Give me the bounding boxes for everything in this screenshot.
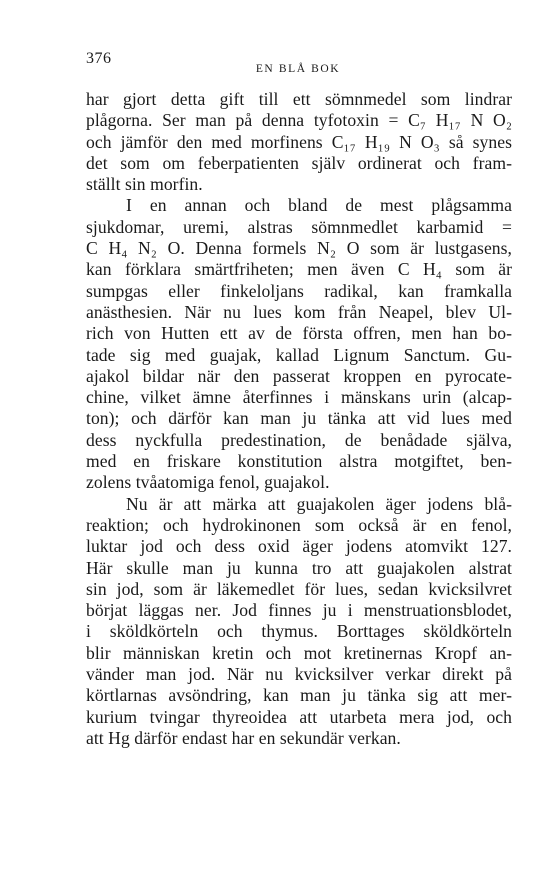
text-line: Nu är att märka att guajakolen äger jodens blå- bbox=[126, 493, 512, 514]
text-line: plågorna. Ser man på denna tyfotoxin = C₇ H₁₇ N O₂ bbox=[86, 110, 512, 131]
text-line: rich von Hutten ett av de första offren, men han bo- bbox=[86, 323, 512, 344]
text-line: körtlarnas avsöndring, kan man ju tänka sig att mer- bbox=[86, 685, 512, 706]
text-line: dess nyckfulla predestination, de benådade själva, bbox=[86, 429, 512, 450]
text-line: kurium tvingar thyreoidea att utarbeta mera jod, och bbox=[86, 706, 512, 727]
text-line: luktar jod och dess oxid äger jodens atomvikt 127. bbox=[86, 536, 512, 557]
text-line: tade sig med guajak, kallad Lignum Sanctum. Gu- bbox=[86, 344, 512, 365]
paragraph-1 bbox=[86, 89, 512, 195]
body-text bbox=[86, 89, 512, 749]
text-line: blir människan kretin och mot kretinernas Kropf an- bbox=[86, 642, 512, 663]
text-line: att Hg därför endast har en sekundär verkan. bbox=[86, 727, 401, 748]
text-line: och jämför den med morfinens C₁₇ H₁₉ N O₃ så synes bbox=[86, 131, 512, 152]
page-number: 376 bbox=[86, 50, 112, 67]
text-line: Här skulle man ju kunna tro att guajakolen alstrat bbox=[86, 557, 512, 578]
text-line: ton); och därför kan man ju tänka att vid lues med bbox=[86, 408, 512, 429]
text-line: med en friskare konstitution alstra motgiftet, ben- bbox=[86, 451, 512, 472]
text-line: sjukdomar, uremi, alstras sömnmedlet karbamid = bbox=[86, 216, 512, 237]
text-line: ställt sin morfin. bbox=[86, 174, 203, 195]
text-line: ajakol bildar när den passerat kroppen en pyrocate- bbox=[86, 365, 512, 386]
text-line: chine, vilket ämne återfinnes i mänskans urin (alcap- bbox=[86, 387, 512, 408]
text-line: i sköldkörteln och thymus. Borttages sköldkörteln bbox=[86, 621, 512, 642]
paragraph-3 bbox=[86, 494, 512, 750]
text-line: börjat läggas ner. Jod finnes ju i menstruationsblodet, bbox=[86, 600, 512, 621]
text-line: anästhesien. När nu lues kom från Neapel, blev Ul- bbox=[86, 301, 512, 322]
text-line: C H₄ N₂ O. Denna formels N₂ O som är lustgasens, bbox=[86, 238, 512, 259]
paragraph-2 bbox=[86, 195, 512, 493]
text-line: reaktion; och hydrokinonen som också är en fenol, bbox=[86, 514, 512, 535]
running-head: EN BLÅ BOK bbox=[255, 63, 341, 75]
text-line: vänder man jod. När nu kvicksilver verkar direkt på bbox=[86, 664, 512, 685]
text-line: sumpgas eller finkeloljans radikal, kan framkalla bbox=[86, 280, 512, 301]
text-line: I en annan och bland de mest plågsamma bbox=[126, 195, 512, 216]
text-line: zolens tvåatomiga fenol, guajakol. bbox=[86, 472, 330, 493]
text-line: sin jod, som är läkemedlet för lues, sedan kvicksilvret bbox=[86, 578, 512, 599]
text-line: kan förklara smärtfriheten; men även C H₄ som är bbox=[86, 259, 512, 280]
text-line: det som om feberpatienten själv ordinerat och fram- bbox=[86, 152, 512, 173]
text-line: har gjort detta gift till ett sömnmedel som lindrar bbox=[86, 89, 512, 109]
